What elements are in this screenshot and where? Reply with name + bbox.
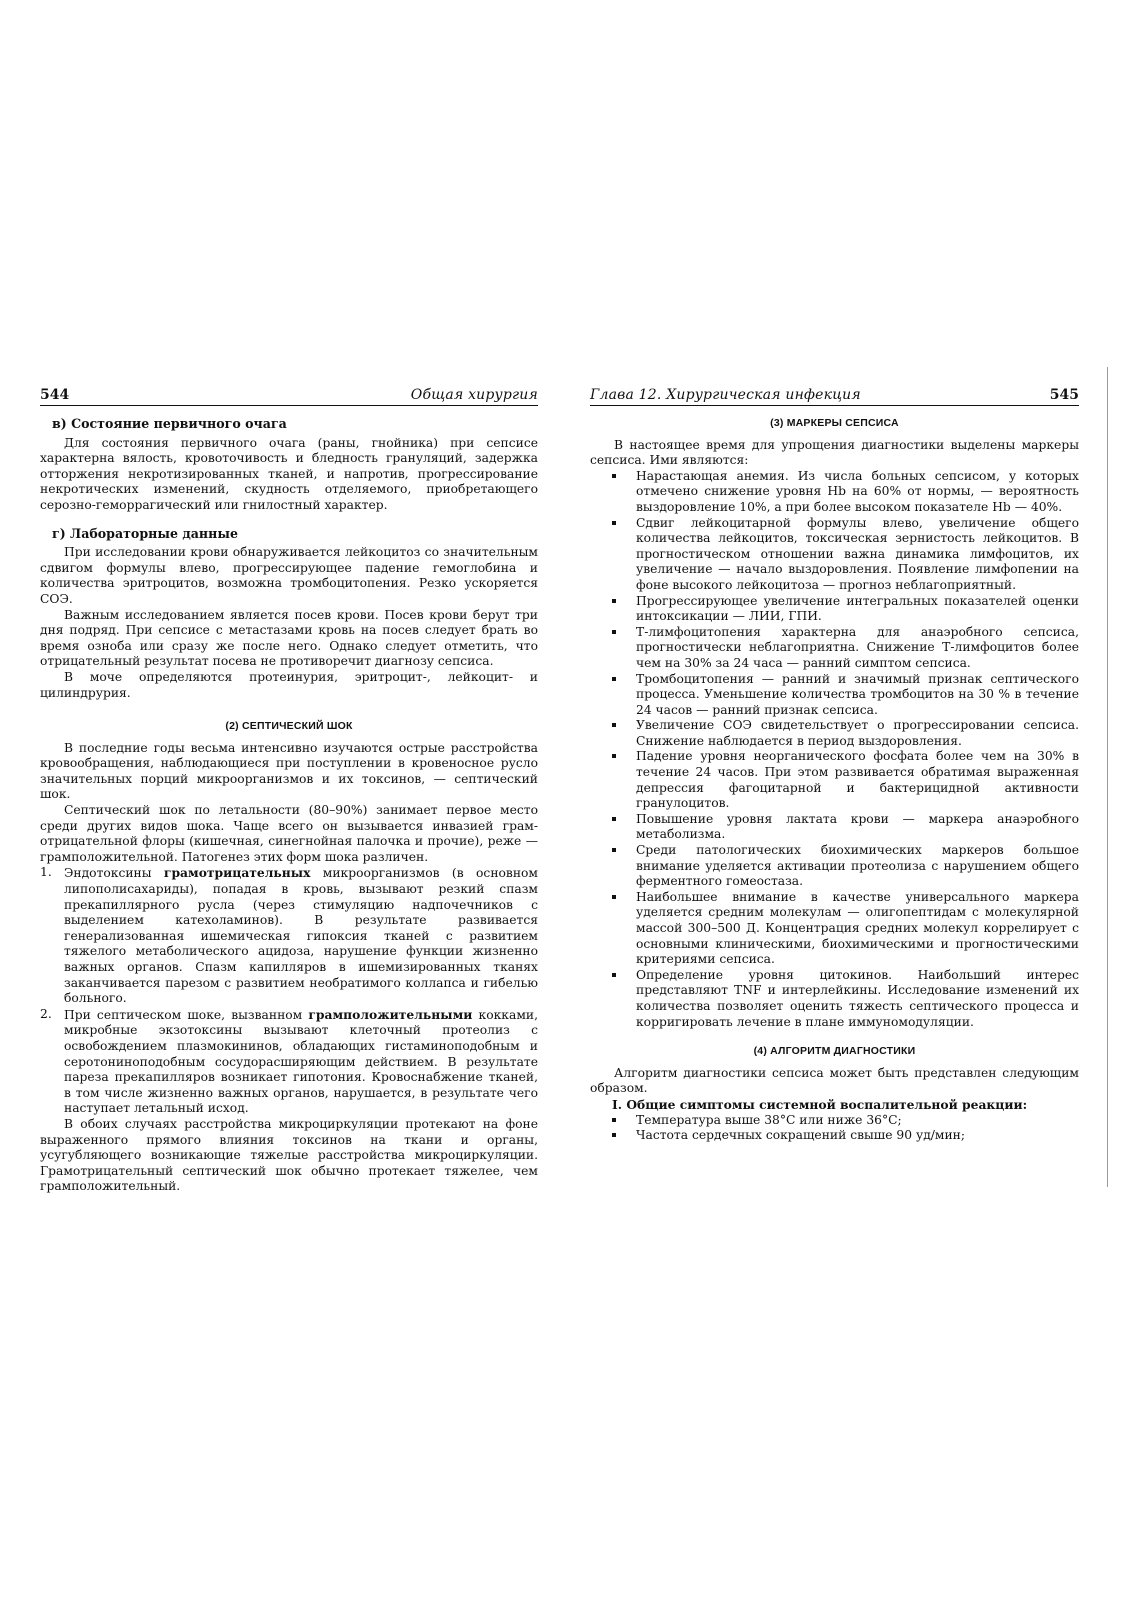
bullet-icon xyxy=(612,723,616,727)
algorithm-heading: (4) АЛГОРИТМ ДИАГНОСТИКИ xyxy=(753,1045,916,1058)
list-item xyxy=(590,890,1079,968)
bullet-icon xyxy=(612,677,616,681)
section-v-heading: в) Состояние первичного очага xyxy=(52,416,287,431)
shock-paragraph-3: В обоих случаях расстройства микроциркуляции протекают на фоне выраженного прямого влияния токсинов на ткани и органы, усугубляющего возникающие тяжелые расстройства микроциркуляции. Грамотрицательный септический шок обычно протекает тяжелее, чем грамположительный. xyxy=(40,1116,538,1194)
list-item xyxy=(590,968,1079,1030)
bullet-icon xyxy=(612,630,616,634)
list-item xyxy=(590,843,1079,890)
bullet-icon xyxy=(612,973,616,977)
bullet-icon xyxy=(612,754,616,758)
marker-text: Сдвиг лейкоцитарной формулы влево, увеличение общего количества лейкоцитов, токсическая зернистость лейкоцитов. В прогностическом отношении важна динамика лимфоцитов, их увеличение — начало выздоровления. Появление лимфопении на фоне высокого лейкоцитоза — прогноз неблагоприятный. xyxy=(636,515,1079,592)
list-item xyxy=(590,812,1079,843)
list-item-bold-term: грамположительными xyxy=(308,1006,473,1022)
section-g-paragraph-2: Важным исследованием является посев крови. Посев крови берут три дня подряд. При сепсисе с метастазами кровь на посев следует брать во время озноба или сразу же после него. Однако следует отметить, что отрицательный результат посева не противоречит диагнозу сепсиса. xyxy=(40,607,538,669)
list-item-number: 1. xyxy=(40,865,52,880)
section-g-heading: г) Лабораторные данные xyxy=(52,525,238,541)
right-page xyxy=(590,367,1079,1144)
symptom-text: Частота сердечных сокращений свыше 90 уд/мин; xyxy=(636,1128,966,1143)
shock-paragraph-1: В последние годы весьма интенсивно изучаются острые расстройства кровообращения, наблюдающиеся при поступлении в кровеносное русло значительных порций микроорганизмов и их токсинов, — септический шок. xyxy=(40,740,538,802)
marker-text: Среди патологических биохимических маркеров большое внимание уделяется активации протеолиза с нарушением общего ферментного гомеостаза. xyxy=(636,843,1079,889)
section-g-paragraph-1: При исследовании крови обнаруживается лейкоцитоз со значительным сдвигом формулы влево, прогрессирующее падение гемоглобина и количества эритроцитов, возможна тромбоцитопения. Резко ускоряется СОЭ. xyxy=(40,545,538,606)
list-item-number: 2. xyxy=(40,1006,52,1021)
marker-text: Т-лимфоцитопения характерна для анаэробного сепсиса, прогностически неблагоприятна. Снижение Т-лимфоцитов более чем на 30% за 24 часа — ранний симптом сепсиса. xyxy=(636,624,1079,670)
marker-text: Определение уровня цитокинов. Наибольший интерес представляют TNF и интерлейкины. Исследование изменений их количества позволяет оценить тяжесть септического процесса и корригировать лечение в плане иммуномодуляции. xyxy=(636,967,1079,1029)
bullet-icon xyxy=(612,1133,616,1137)
list-item xyxy=(590,516,1079,594)
shock-paragraph-2: Септический шок по летальности (80–90%) занимает первое место среди других видов шока. Чаще всего он вызывается инвазией грам-отрицательной флоры (кишечная, синегнойная палочка и прочие), реже — грамположительной. Патогенез этих форм шока различен. xyxy=(40,803,538,864)
marker-text: Наибольшее внимание в качестве универсального маркера уделяется средним молекулам — олигопептидам с молекулярной массой 300–500 Д. Концентрация средних молекул коррелирует с основными клиническими, биохимическими и прогностическими критериями сепсиса. xyxy=(636,889,1079,967)
list-item xyxy=(590,594,1079,625)
section-v-paragraph: Для состояния первичного очага (раны, гнойника) при сепсисе характерна вялость, кровоточивость и бледность грануляций, задержка отторжения некротизированных тканей, и напротив, прогрессирование некротических изменений, скудность отделяемого, приобретающего серозно-геморрагический или гнилостный характер. xyxy=(40,435,538,512)
right-running-title: Глава 12. Хирургическая инфекция xyxy=(590,387,861,403)
markers-intro: В настоящее время для упрощения диагностики выделены маркеры сепсиса. Ими являются: xyxy=(590,437,1079,468)
bullet-icon xyxy=(612,817,616,821)
septic-shock-heading: (2) СЕПТИЧЕСКИЙ ШОК xyxy=(225,720,353,733)
list-item-text-after: микроорганизмов (в основном липополисахариды), попадая в кровь, вызывают резкий спазм прекапиллярного русла (через стимуляцию надпочечников с выделением катехоламинов). В результате развивается генерализованная ишемическая гипоксия тканей с развитием тяжелого метаболического ацидоза, нарушение функции жизненно важных органов. Спазм капилляров в ишемизированных тканях заканчивается парезом с развитием необратимого коллапса и гибелью больного. xyxy=(64,866,539,1006)
list-item xyxy=(590,469,1079,516)
markers-heading: (3) МАРКЕРЫ СЕПСИСА xyxy=(770,417,899,429)
list-item-text-before: При септическом шоке, вызванном xyxy=(64,1007,309,1022)
section-g-paragraph-3: В моче определяются протеинурия, эритроцит-, лейкоцит- и цилиндрурия. xyxy=(40,669,538,700)
bullet-icon xyxy=(612,599,616,603)
list-item xyxy=(40,1007,538,1117)
right-running-head xyxy=(590,367,1079,406)
marker-text: Нарастающая анемия. Из числа больных сепсисом, у которых отмечено снижение уровня Hb на 60% от нормы, — вероятность выздоровление 10%, а при более высоком показателе Hb — 40%. xyxy=(636,468,1079,514)
left-page xyxy=(40,367,538,1195)
algorithm-intro: Алгоритм диагностики сепсиса может быть представлен следующим образом. xyxy=(590,1065,1079,1096)
marker-text: Тромбоцитопения — ранний и значимый признак септического процесса. Уменьшение количества тромбоцитов на 30 % в течение 24 часов — ранний признак сепсиса. xyxy=(636,671,1079,717)
left-content xyxy=(40,416,538,1195)
page-edge-divider xyxy=(1107,367,1108,1187)
shock-pathogenesis-list xyxy=(40,865,538,1117)
bullet-icon xyxy=(612,848,616,852)
marker-text: Повышение уровня лактата крови — маркера анаэробного метаболизма. xyxy=(636,811,1079,842)
bullet-icon xyxy=(612,895,616,899)
right-page-number: 545 xyxy=(1049,387,1079,403)
list-item-text-before: Эндотоксины xyxy=(64,866,164,881)
bullet-icon xyxy=(612,521,616,525)
bullet-icon xyxy=(612,1118,616,1122)
list-item xyxy=(590,672,1079,719)
left-running-head xyxy=(40,367,538,406)
general-symptoms-list xyxy=(590,1113,1079,1144)
list-item xyxy=(590,625,1079,672)
list-item-text-after: кокками, микробные экзотоксины вызывают клеточный протеолиз с освобождением плазмокининов, обладающих гистаминоподобным и серотониноподобным сосудорасширяющим действием. В результате пареза прекапилляров возникает гипотония. Кровоснабжение тканей, в том числе жизненно важных органов, нарушается, в результате чего наступает летальный исход. xyxy=(64,1007,538,1116)
left-running-title: Общая хирургия xyxy=(410,387,538,403)
marker-text: Увеличение СОЭ свидетельствует о прогрессировании сепсиса. Снижение наблюдается в период выздоровления. xyxy=(636,718,1079,748)
book-spread xyxy=(0,367,1131,1194)
general-symptoms-heading: I. Общие симптомы системной воспалительной реакции: xyxy=(612,1096,1028,1112)
list-item xyxy=(590,1113,1079,1129)
bullet-icon xyxy=(612,474,616,478)
marker-text: Падение уровня неорганического фосфата более чем на 30% в течение 24 часов. При этом развивается обратимая выраженная депрессия фагоцитарной и бактерицидной активности гранулоцитов. xyxy=(636,749,1079,811)
markers-list xyxy=(590,469,1079,1030)
list-item xyxy=(590,749,1079,811)
symptom-text: Температура выше 38°С или ниже 36°С; xyxy=(636,1112,902,1127)
list-item xyxy=(590,1128,1079,1144)
list-item xyxy=(40,865,538,1006)
left-page-number: 544 xyxy=(40,387,70,403)
list-item xyxy=(590,718,1079,749)
list-item-bold-term: грамотрицательных xyxy=(163,865,311,881)
marker-text: Прогрессирующее увеличение интегральных показателей оценки интоксикации — ЛИИ, ГПИ. xyxy=(636,593,1079,624)
right-content xyxy=(590,416,1079,1144)
